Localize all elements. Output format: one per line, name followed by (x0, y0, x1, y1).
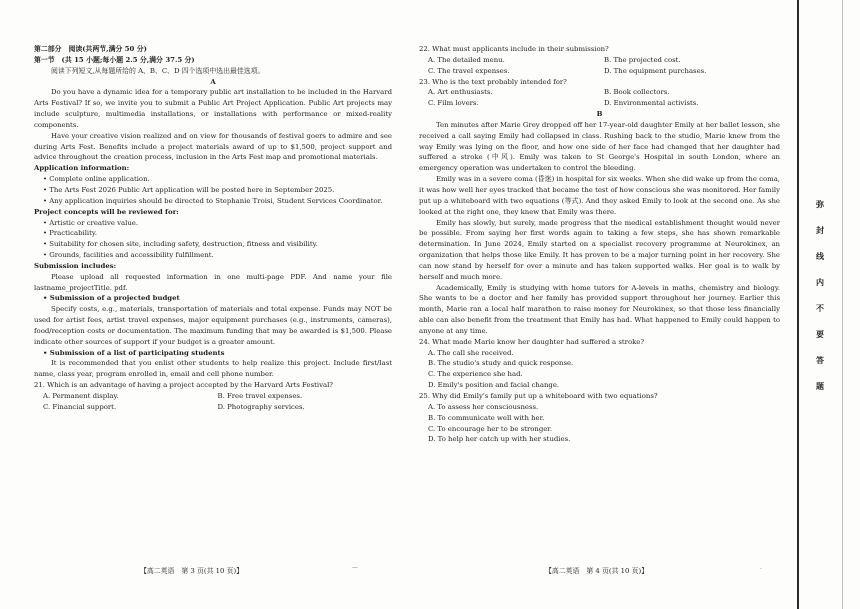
option: B. The studio's study and quick response. (428, 359, 574, 368)
application-info-item: • The Arts Fest 2026 Public Art application will be posted here in September 2025. (43, 185, 335, 194)
question-21-options (34, 391, 392, 413)
submission-paragraph: Please upload all requested information in one multi-page PDF. And name your file lastname_projectTitle. pdf. (34, 272, 392, 292)
students-heading: • Submission of a list of participating students (43, 348, 225, 357)
section-heading: 第一节 (共 15 小题;每小题 2.5 分,满分 37.5 分) (34, 55, 195, 64)
binding-char: 弥 (816, 199, 824, 209)
passage-b-paragraph: Emily has slowly, but surely, made progress that the medical establishment thought would never be possible. From saying her first words again to taking a few steps, she has shown remarkable determination. In June 2024, Emily started on a specialist recovery programme at Neurokinex, an organization that helps those like Emily. It has proven to be a major turning point in her recovery. She can now stand by herself for over a minute and has taken supported walks. Her goal is to walk by herself and much more. (419, 218, 780, 281)
option: A. Permanent display. (43, 392, 119, 400)
option: B. Book collectors. (604, 88, 670, 97)
page-footer-left: 【高二英语 第 3 页(共 10 页)】 (140, 567, 244, 575)
question-23-options (419, 87, 780, 109)
option: C. The experience she had. (428, 370, 523, 379)
application-info-item: • Complete online application. (43, 175, 150, 184)
binding-char: 封 (816, 225, 824, 235)
binding-char: 线 (816, 251, 824, 261)
passage-b-paragraph: Academically, Emily is studying with home tutors for A-levels in maths, chemistry and biology. She wants to be a doctor and her family has provided support throughout her journey. Earlier this month, Marie ran a local half marathon to raise money for Neurokinex, so that those less financially able can also benefit from the treatment that Emily has had. What happened to Emily could happen to anyone at any time. (419, 283, 780, 335)
option: A. The detailed menu. (428, 55, 505, 64)
instruction: 阅读下列短文,从每题所给的 A、B、C、D 四个选项中选出最佳选项。 (51, 66, 265, 75)
option: A. To assess her consciousness. (428, 402, 539, 411)
option: C. Film lovers. (428, 99, 479, 108)
option: C. To encourage her to be stronger. (428, 424, 553, 433)
binding-char: 要 (816, 329, 824, 339)
option: A. Art enthusiasts. (428, 88, 493, 97)
application-info-heading: Application information: (34, 164, 130, 173)
footer-left-mark: — (352, 564, 358, 571)
students-paragraph: It is recommended that you enlist other students to help realize this project. Include first/last name, class year, program enrolled in, email and cell phone number. (34, 359, 392, 379)
binding-char: 答 (816, 355, 824, 365)
passage-b-paragraph: Emily was in a severe coma (昏迷) in hospital for six weeks. When she did wake up from the coma, it was how well her eyes tracked that became the test of how conscious she was monitored. Her family put up a whiteboard with two equations (等式). And they asked Emily to look at the second one. As she looked at the right one, they knew that Emily was there. (419, 175, 780, 216)
option: D. Environmental activists. (604, 99, 699, 108)
question-23-stem: 23. Who is the text probably intended for? (419, 77, 567, 86)
passage-a-paragraph: Have your creative vision realized and on view for thousands of festival goers to admire and see during Arts Fest. Benefits include a project materials award of up to $1,500, project support and advice throughout the creation process, inclusion in the Arts Fest map and promotional materials. (34, 131, 392, 162)
right-column (419, 44, 780, 445)
question-22-options (419, 55, 780, 77)
option: B. Free travel expenses. (217, 392, 303, 400)
budget-paragraph: Specify costs, e.g., materials, transportation of materials and total expense. Funds may NOT be used for artist fees, artist travel expenses, major equipment purchases (e.g., instruments, cameras), food/reception costs or documentation. The maximum funding that may be awarded is $1,500. Please indicate other sources of support if your budget is a greater amount. (34, 305, 392, 346)
option: C. Financial support. (43, 402, 117, 411)
passage-a-paragraph: Do you have a dynamic idea for a temporary public art installation to be included in the Harvard Arts Festival? If so, we invite you to submit a Public Art Project Application. Public Art projects may include sculpture, multimedia installations, or installations with performance or mixed-reality components. (34, 88, 392, 129)
question-25-stem: 25. Why did Emily's family put up a whiteboard with two equations? (419, 392, 658, 400)
concepts-heading: Project concepts will be reviewed for: (34, 207, 179, 216)
left-column (34, 44, 392, 413)
option: D. The equipment purchases. (604, 66, 707, 75)
concept-item: • Practicability. (43, 229, 98, 238)
submission-heading: Submission includes: (34, 261, 117, 270)
binding-char: 内 (816, 277, 824, 287)
option: B. The projected cost. (604, 55, 681, 64)
passage-b-paragraph: Ten minutes after Marie Grey dropped off her 17-year-old daughter Emily at her ballet lesson, she received a call saying Emily had collapsed in class. Rushing back to the studio, Marie knew from the way Emily was lying on the floor, and how one side of her face had changed that her daughter had suffered a stroke (中风). Emily was taken to St George's Hospital in south London, where an emergency operation was undertaken to control the bleeding. (419, 120, 780, 173)
question-24-stem: 24. What made Marie know her daughter had suffered a stroke? (419, 337, 645, 346)
application-info-item: • Any application inquiries should be directed to Stephanie Troisi, Student Services Coordinator. (43, 196, 383, 205)
option: C. The travel expenses. (428, 66, 510, 75)
binding-line-outer (842, 0, 843, 609)
option: D. Emily's position and facial change. (428, 381, 560, 390)
binding-margin-text (814, 200, 826, 408)
passage-b-letter: B (596, 110, 603, 119)
page-footer-right: 【高二英语 第 4 页(共 10 页)】 (545, 567, 649, 575)
option: D. Photography services. (217, 402, 305, 411)
footer-right-mark: · (760, 566, 762, 573)
question-21-stem: 21. Which is an advantage of having a project accepted by the Harvard Arts Festival? (34, 381, 333, 390)
binding-char: 题 (816, 381, 824, 391)
option: D. To help her catch up with her studies. (428, 435, 571, 444)
concept-item: • Grounds, facilities and accessibility fulfillment. (43, 251, 214, 260)
concept-item: • Suitability for chosen site, including safety, destruction, fitness and visibility. (43, 240, 318, 249)
concept-item: • Artistic or creative value. (43, 218, 139, 227)
option: B. To communicate well with her. (428, 413, 545, 422)
binding-line (797, 0, 799, 609)
option: A. The call she received. (428, 348, 514, 357)
passage-a-letter: A (210, 77, 216, 86)
question-22-stem: 22. What must applicants include in their submission? (419, 45, 609, 53)
binding-margin (800, 0, 860, 609)
part-heading: 第二部分 阅读(共两节,满分 50 分) (34, 45, 147, 53)
binding-char: 不 (816, 303, 824, 313)
budget-heading: • Submission of a projected budget (43, 294, 180, 303)
